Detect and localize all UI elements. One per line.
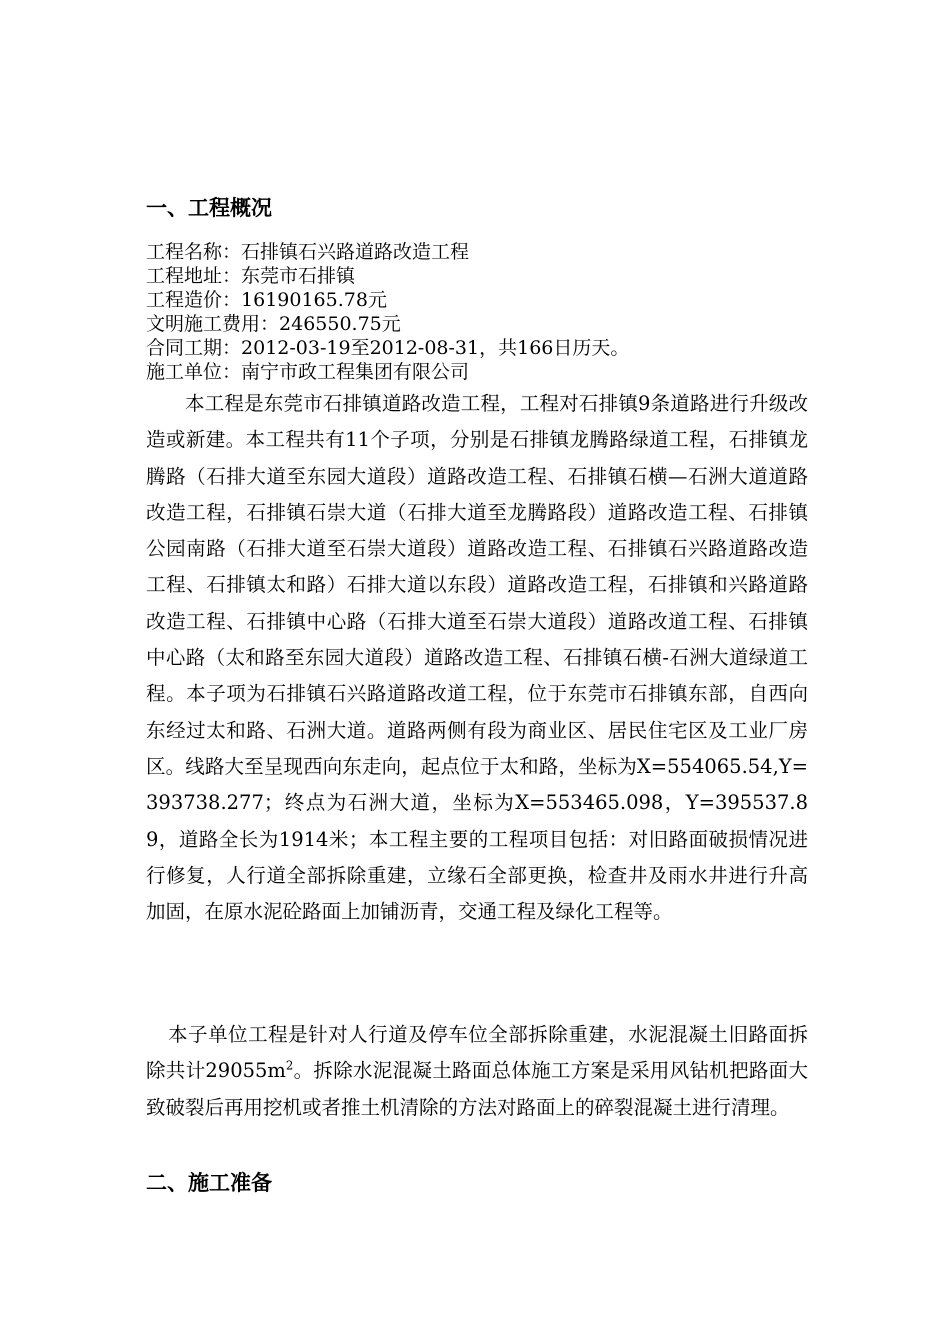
body-paragraph-demolition-plan [146,1017,808,1126]
section-heading-preparation: 二、施工准备 [146,1171,272,1195]
info-project-name [146,240,629,264]
paragraph-text: 本子单位工程是针对人行道及停车位全部拆除重建，水泥混凝土旧路面拆除共计29055m [146,1023,808,1083]
section-heading-overview: 一、工程概况 [146,196,272,220]
info-project-address [146,264,629,288]
info-value: 246550.75元 [279,313,401,335]
info-label: 工程名称： [146,241,242,263]
info-civil-construction-fee [146,312,629,336]
info-value: 16190165.78元 [241,289,387,311]
paragraph-text: 。拆除水泥混凝土路面总体施工方案是采用风钻机把路面大致破裂后再用挖机或者推土机清除的方法对路面上的碎裂混凝土进行清理。 [146,1059,808,1119]
superscript: 2 [285,1058,294,1073]
info-project-cost [146,288,629,312]
info-label: 文明施工费用： [146,313,280,335]
info-value: 石排镇石兴路道路改造工程 [241,241,470,263]
info-value: 2012-03-19至2012-08-31，共166日历天。 [241,337,630,359]
info-construction-unit [146,360,629,384]
info-label: 工程造价： [146,289,242,311]
project-info-block [146,240,629,384]
info-label: 施工单位： [146,361,242,383]
info-label: 合同工期： [146,337,242,359]
info-contract-period [146,336,629,360]
info-value: 南宁市政工程集团有限公司 [241,361,470,383]
info-value: 东莞市石排镇 [241,265,356,287]
body-paragraph-project-description: 本工程是东莞市石排镇道路改造工程，工程对石排镇9条道路进行升级改造或新建。本工程共有11个子项，分别是石排镇龙腾路绿道工程，石排镇龙腾路（石排大道至东园大道段）道路改造工程、石排镇石横—石洲大道道路改造工程，石排镇石崇大道（石排大道至龙腾路段）道路改造工程、石排镇公园南路（石排大道至石崇大道段）道路改造工程、石排镇石兴路道路改造工程、石排镇太和路）石排大道以东段）道路改造工程，石排镇和兴路道路改造工程、石排镇中心路（石排大道至石崇大道段）道路改道工程、石排镇中心路（太和路至东园大道段）道路改造工程、石排镇石横-石洲大道绿道工程。本子项为石排镇石兴路道路改道工程，位于东莞市石排镇东部，自西向东经过太和路、石洲大道。道路两侧有段为商业区、居民住宅区及工业厂房区。线路大至呈现西向东走向，起点位于太和路，坐标为X=554065.54,Y=393738.277；终点为石洲大道，坐标为X=553465.098，Y=395537.89，道路全长为1914米；本工程主要的工程项目包括：对旧路面破损情况进行修复，人行道全部拆除重建，立缘石全部更换，检查井及雨水井进行升高加固，在原水泥砼路面上加铺沥青，交通工程及绿化工程等。 [146,392,808,924]
info-label: 工程地址： [146,265,242,287]
